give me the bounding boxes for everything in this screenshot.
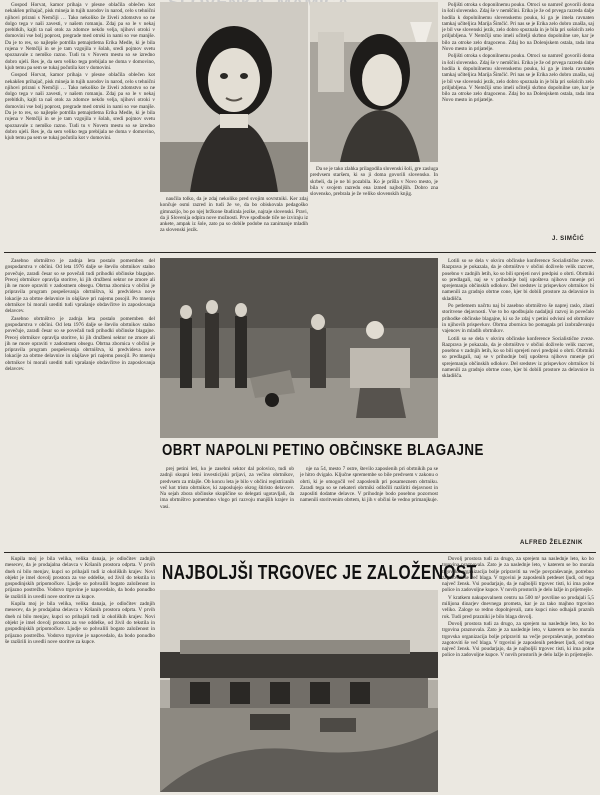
middle-right-text: Lotili so se dela v okviru občinske konference Socialistične zveze. Razprava je pokazala, da je obrtništvo v občini doživelo velik razcvet, posebno v zadnjih letih, ko so bili sprejeti novi predpisi o obrti. Obrtniki so predlagali, naj se v prihodnje bolj upošteva njihovo mnenje pri sprejemanju občinskih odlokov. Del sredstev iz prispevkov obrtnikov bi namenili za gradnjo obrtne cone, kjer bi dobili prostore za delavnice in skladišča.	[442, 258, 594, 302]
top-middle-text: naučila tolko, da je zdaj nekoliko pred svojim sovrstniki. Ker zdaj končuje osmi razred in tudi že ve, da bo obiskovala pedagoško gimnazijo, bo po njej bržkone študirala jezike, najraje slovenski. Pravi, da ji Slovenija odpira nove možnosti. Prve spodbude tiče ne izviraju iz ankete, ampak iz šole, zato pa so dobile podobe na zanimanje mladih za slovenski jezik.	[160, 196, 308, 234]
girl-with-lamp-photo	[310, 2, 438, 162]
middle-byline: ALFRED ŽELEZNIK	[520, 540, 583, 546]
bottom-right-column	[442, 556, 594, 792]
middle-col-2	[160, 466, 294, 548]
shopping-center-photo	[160, 590, 438, 792]
top-photo-right	[310, 2, 438, 162]
bottom-right-text: Dovolj prostora tudi za drugo, za sprejem na naslednje leto, ko bo trgovina praznovala. Zato je za naslednje leto, v katerem se bo morala trgovska organizacija bolje pripraviti na večje povpraševanje, potrebno zagotoviti še več blaga. V trgovini je zaposlenih petdeset ljudi, od tega največ žensk. Vsi poudarjajo, da je najboljši trgovec tisti, ki ima polne police in zadovoljne kupce. V novih prostorih je delo lažje in prijetnejše.	[442, 556, 594, 594]
section-divider-top	[4, 252, 596, 253]
middle-photo	[160, 258, 438, 438]
middle-left-column	[5, 258, 155, 548]
middle-lower-text: Po petletnem načrtu naj bi zasebno obrtništvo še naprej raslo, zlasti storitvene dejavnosti. Vse to bo spodbujalo nadaljnji razvoj in povečalo prihodke občinske blagajne, ki so že zdaj v petini odvisni od obrtnikov in njihovih prispevkov. Obrtna zbornica bo pomagala pri izobraževanju vajencev in mladih obrtnikov.	[442, 303, 594, 335]
top-left-text-repeat: Gospod Horvat, kamor prihaja v plesne oblačila obleč​en kot nekakšen prihajač, pisk ​mineja in tujih narodov in narod, celo s tehnični njihovi prir​ani s Nemčiji … Tako nekoliko že živeli zdomstvo so ne dolgo tega v naši zavesti, v našem romanju. Zdaj pa so le v nekaj prebitkih, kajti ta naš otok za zdomce nekdo velja, njihovi otroki v domovini vse bolj poprost, pregrade med otroki in nami so vse manjše. Da je to res, so najlepše potrdila petnajstletna Erika Medle, ki je bila rojena v Nemčiji in se je tam vzgojila v šolah, sredi pojmov svetu spoznavale z nemško razno. Tudi tu v Novem mestu so se izredno dobro ujeli. Res je, da sem veliko tega prebijala ne doma v domovino, kjub temu pa sem se tukaj počutila kot v domovini.	[5, 72, 155, 142]
section-divider-bottom	[4, 552, 596, 553]
top-far-right-column	[442, 2, 594, 234]
bottom-photo	[160, 590, 438, 792]
construction-workers-photo	[160, 258, 438, 438]
top-right-bottom-text: Da se je tako zlahka prilagodila slovenski šoli, gre zasluga predvsem staršem, ki so ji doma govorili slovensko. In skrbeli, da je ne bi pozabila. Ko je prišla v Novo mesto, je bila v svojem razredu ena izmed najboljših. Dobro zna slovensko, prebrala je že veliko slovenskih knjig.	[310, 166, 438, 198]
bottom-left-text: Kupila moj je bila velika, velika danaja, je odločitev zadnjih mesecev, da je prodajalna delavca v Kršanih prostora odprta. V prvih dneh ni bilo menjav, kupci so prihajali tudi iz okoliških krajev. Novi objekt je imel dovolj prostora za vse oddelke, od živil do tekstila in gospodinjskih pripomočkov. Ljudje so pohvalili bogato založenost in prijazno postrežbo. Vodstvo trgovine je napovedalo, da bodo ponudbo še razširili in uvedli nove storitve za kupce.	[5, 556, 155, 600]
top-left-text: Gospod Horvat, kamor prihaja v plesne oblačila obleč​en kot nekakšen prihajač, pisk ​mineja in tujih narodov in narod, celo s tehnični njihovi prir​ani s Nemčiji … Tako nekoliko že živeli zdomstvo so ne dolgo tega v naši zavesti, v našem romanju. Zdaj pa so le v nekaj prebitkih, kajti ta naš otok za zdomce nekdo velja, njihovi otroki v domovini vse bolj poprost, pregrade med otroki in nami so vse manjše. Da je to res, so najlepše potrdila petnajstletna Erika Medle, ki je bila rojena v Nemčiji in se je tam vzgojila v šolah, sredi pojmov svetu spoznavale z nemško razno. Tudi tu v Novem mestu so se izredno dobro ujeli. Res je, da sem veliko tega prebijala ne doma v domovino, kjub temu pa sem se tukaj počutila kot v domovini.	[5, 2, 155, 71]
middle-mid-text: prej petini leti, ko je zasebni sektor dal polovico, tudi ob zadnji skupni letni investicijski prijavi, za večino obrtnikov, predvsem za mlajše. Ob koncu leta je bilo v občini registriranih več kot tristo obrtnikov, ki zaposlujejo okrog štiristo delavcev. Na sejah zbora občinske skupščine so delegati ugotavljali, da ima obrtništvo pomembno vlogo pri razvoju manjših krajev in vasi.	[160, 466, 294, 510]
top-right-bottom-column	[310, 166, 438, 248]
top-byline: J. SIMČIĆ	[552, 236, 585, 242]
top-photo-left	[160, 2, 308, 192]
middle-left-text-repeat: Zasebno obrtništvo je zadnja leta postalo pomemben del gospodarstva v občini. Od leta 1976 dalje se število obrtnikov stalno povečuje, zaradi česar so se povečali tudi prihodki občinske blagajne. Precej obrtnikov opravlja storitve, ki jih družbeni sektor ne zmore ali jih ne more opraviti v zadostnem obsegu. Obrtna zbornica v občini je pripravila program pospeševanja obrtništva, ki predvideva nove lokacije za obrtne delavnice in olajšave pri najemu posojil. Po mnenju obrtnikov bi morali urediti tudi vprašanje obdavčitve in zaposlovanja delavcev.	[5, 315, 155, 373]
top-left-column	[5, 2, 155, 248]
top-far-right-text-repeat: Poljišti otroka s doponilnemu pouku. Otroci so namreč govorili doma in šoli slovensko. Zdaj še v nemščini. Erika je že od prvega razreda dalje hodila k dopolnilnemu slovenskemu pouku, ki ga je imela ravnaten tamkaj učiteljica Marija Šimčić. Pri nas se je Erika zelo dobro znašla, saj je bil vse slovenski jezik, zelo dobro spoznala in je bila pri sošolcih zelo priljubljena. V Nemčiji smo imeli učitelji skrbno dopolnilne ure, kar je bilo za otroke zelo dragoceno. Zdaj bo na Dolenjskem ostala, rada ima Novo mesto in prijatelje.	[442, 53, 594, 104]
middle-headline: OBRT NAPOLNI PETINO OBČINSKE BLAGAJNE	[162, 442, 484, 459]
middle-left-text: Zasebno obrtništvo je zadnja leta postalo pomemben del gospodarstva v občini. Od leta 1976 dalje se število obrtnikov stalno povečuje, zaradi česar so se povečali tudi prihodki občinske blagajne. Precej obrtnikov opravlja storitve, ki jih družbeni sektor ne zmore ali jih ne more opraviti v zadostnem obsegu. Obrtna zbornica v občini je pripravila program pospeševanja obrtništva, ki predvideva nove lokacije za obrtne delavnice in olajšave pri najemu posojil. Po mnenju obrtnikov bi morali urediti tudi vprašanje obdavčitve in zaposlovanja delavcev.	[5, 258, 155, 315]
middle-right-text-repeat: Lotili so se dela v okviru občinske konference Socialistične zveze. Razprava je pokazala, da je obrtništvo v občini doživelo velik razcvet, posebno v zadnjih letih, ko so bili sprejeti novi predpisi o obrti. Obrtniki so predlagali, naj se v prihodnje bolj upošteva njihovo mnenje pri sprejemanju občinskih odlokov. Del sredstev iz prispevkov obrtnikov bi namenili za gradnjo obrtne cone, kjer bi dobili prostore za delavnice in skladišča.	[442, 335, 594, 380]
middle-col-3	[300, 466, 438, 548]
middle-right-column	[442, 258, 594, 518]
bottom-right-text-repeat: Dovolj prostora tudi za drugo, za sprejem na naslednje leto, ko bo trgovina praznovala. Zato je za naslednje leto, v katerem se bo morala trgovska organizacija bolje pripraviti na večje povpraševanje, potrebno zagotoviti še več blaga. V trgovini je zaposlenih petdeset ljudi, od tega največ žensk. Vsi poudarjajo, da je najboljši trgovec tisti, ki ima polne police in zadovoljne kupce. V novih prostorih je delo lažje in prijetnejše.	[442, 620, 594, 659]
middle-mid2-text: nje na 54, mesto 7 ostre, število zaposlenih pri obrtnikih pa se je hitro dvigalo. Ključne spremembe so bile predvsem v zakonu o obrti, ki je omogočil več zaposlenih pri posameznem obrtniku. Zaradi tega so se nekateri obrtniki odločili razširiti dejavnost in zaposliti dodatne delavce. V prihodnje bodo posebno pozornost namenili storitvenim obrtem, ki jih v občini še vedno primanjkuje.	[300, 466, 438, 504]
top-middle-column	[160, 196, 308, 248]
bottom-right-text2: V kratkem nakupovalnem centru na 500 m² površine so prodajali 5,5 milijona dinarjev dnevnega prometa, kar je za tako majhno trgovino veliko. Zaloge so redno dopolnjevali, zato kupci niso odhajali praznih rok. Tudi pred prazniki je bilo blaga dovolj.	[442, 594, 594, 620]
bottom-left-text-repeat: Kupila moj je bila velika, velika danaja, je odločitev zadnjih mesecev, da je prodajalna delavca v Kršanih prostora odprta. V prvih dneh ni bilo menjav, kupci so prihajali tudi iz okoliških krajev. Novi objekt je imel dovolj prostora za vse oddelke, od živil do tekstila in gospodinjskih pripomočkov. Ljudje so pohvalili bogato založenost in prijazno postrežbo. Vodstvo trgovine je napovedalo, da bodo ponudbo še razširili in uvedli nove storitve za kupce.	[5, 601, 155, 645]
girl-portrait-photo	[160, 2, 308, 192]
bottom-headline: NAJBOLJŠI TRGOVEC JE ZALOŽENOST	[162, 562, 477, 584]
bottom-left-column	[5, 556, 155, 792]
top-far-right-text: Poljišti otroka s doponilnemu pouku. Otroci so namreč govorili doma in šoli slovensko. Zdaj še v nemščini. Erika je že od prvega razreda dalje hodila k dopolnilnemu slovenskemu pouku, ki ga je imela ravnaten tamkaj učiteljica Marija Šimčić. Pri nas se je Erika zelo dobro znašla, saj je bil vse slovenski jezik, zelo dobro spoznala in je bila pri sošolcih zelo priljubljena. V Nemčiji smo imeli učitelji skrbno dopolnilne ure, kar je bilo za otroke zelo dragoceno. Zdaj bo na Dolenjskem ostala, rada ima Novo mesto in prijatelje.	[442, 2, 594, 53]
